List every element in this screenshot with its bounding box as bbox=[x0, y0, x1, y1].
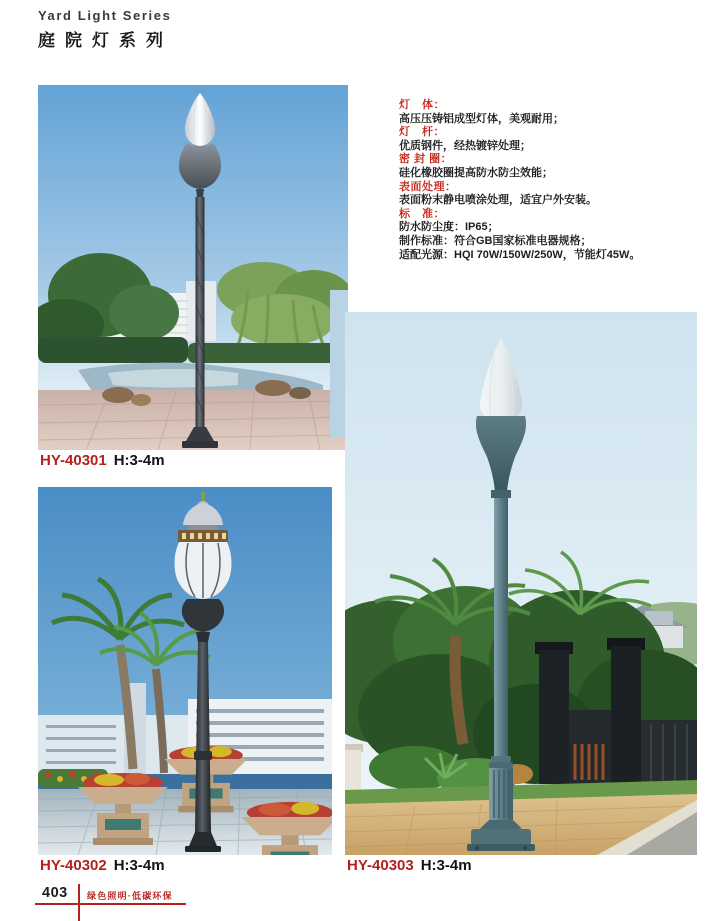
page-header bbox=[38, 8, 173, 51]
footer-rule-right bbox=[80, 903, 186, 905]
page-footer bbox=[0, 884, 710, 921]
spec-text-pole: 优质钢件，经热镀锌处理； bbox=[399, 139, 531, 152]
spec-text-surface: 表面粉末静电喷涂处理，适宜户外安装。 bbox=[399, 194, 597, 207]
product-label-hy40302 bbox=[40, 857, 165, 874]
model-height: H:3-4m bbox=[420, 857, 472, 874]
spec-label-body: 灯 体： bbox=[399, 99, 445, 111]
spec-block bbox=[399, 99, 699, 262]
footer-rule-left bbox=[35, 903, 78, 905]
model-height: H:3-4m bbox=[113, 857, 165, 874]
model-height: H:3-4m bbox=[113, 452, 165, 469]
spec-label-seal: 密 封 圈： bbox=[399, 153, 453, 166]
spec-text-body: 高压压铸铝成型灯体，美观耐用； bbox=[399, 112, 564, 125]
series-title-en: Yard Light Series bbox=[38, 8, 172, 23]
series-title-cn: 庭院灯系列 bbox=[38, 31, 173, 50]
model-number: HY-40301 bbox=[40, 452, 107, 469]
photo-hy40302-scene bbox=[38, 487, 332, 855]
product-label-hy40301 bbox=[40, 452, 165, 469]
product-photo-hy40301 bbox=[38, 85, 348, 450]
spec-text-ip: 防水防尘度：IP65； bbox=[399, 221, 499, 234]
product-label-hy40303 bbox=[347, 857, 472, 874]
page-number: 403 bbox=[42, 885, 68, 901]
model-number: HY-40303 bbox=[347, 857, 414, 874]
spec-label-standard: 标 准： bbox=[399, 207, 445, 220]
spec-label-surface: 表面处理： bbox=[399, 180, 457, 193]
product-photo-hy40302 bbox=[38, 487, 332, 855]
white-wall bbox=[345, 744, 363, 790]
spec-text-seal: 硅化橡胶圈提高防水防尘效能； bbox=[399, 166, 553, 179]
spec-label-pole: 灯 杆： bbox=[399, 126, 445, 139]
spec-text-lightsource: 适配光源：HQI 70W/150W/250W，节能灯45W。 bbox=[399, 248, 641, 261]
model-number: HY-40302 bbox=[40, 857, 107, 874]
product-photo-hy40303 bbox=[345, 312, 697, 855]
photo-hy40303-scene bbox=[345, 312, 697, 855]
spec-text-gb: 制作标准：符合GB国家标准电器规格； bbox=[399, 234, 592, 247]
photo-hy40301-scene bbox=[38, 85, 348, 450]
footer-slogan: 绿色照明·低碳环保 bbox=[87, 891, 173, 901]
